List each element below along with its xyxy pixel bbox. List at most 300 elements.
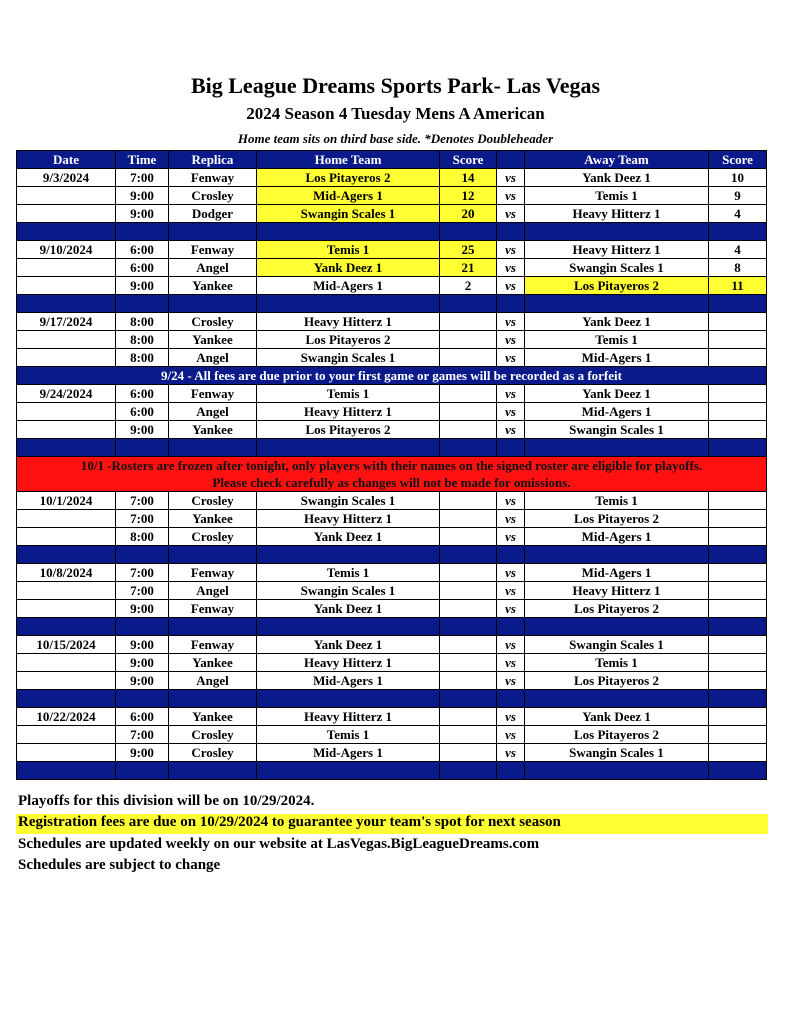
away-score-cell [709, 313, 767, 331]
separator-cell [525, 690, 709, 708]
separator-cell [440, 295, 497, 313]
time-cell: 8:00 [116, 528, 169, 546]
replica-cell: Fenway [169, 564, 257, 582]
time-cell: 6:00 [116, 385, 169, 403]
home-score-cell: 12 [440, 187, 497, 205]
home-team-cell: Heavy Hitterz 1 [257, 510, 440, 528]
time-cell: 9:00 [116, 600, 169, 618]
home-score-cell [440, 313, 497, 331]
time-cell: 7:00 [116, 726, 169, 744]
time-cell: 7:00 [116, 510, 169, 528]
replica-cell: Yankee [169, 277, 257, 295]
home-team-cell: Swangin Scales 1 [257, 492, 440, 510]
away-team-cell: Heavy Hitterz 1 [525, 241, 709, 259]
away-team-cell: Yank Deez 1 [525, 385, 709, 403]
time-cell: 6:00 [116, 241, 169, 259]
table-row [17, 205, 767, 223]
separator-row [17, 295, 767, 313]
separator-cell [169, 762, 257, 780]
away-team-cell: Temis 1 [525, 654, 709, 672]
separator-row [17, 546, 767, 564]
website-note: Schedules are updated weekly on our website at LasVegas.BigLeagueDreams.com [18, 836, 540, 852]
vs-cell: vs [497, 331, 525, 349]
replica-cell: Angel [169, 349, 257, 367]
separator-cell [116, 295, 169, 313]
separator-cell [440, 618, 497, 636]
vs-cell: vs [497, 187, 525, 205]
vs-cell: vs [497, 726, 525, 744]
vs-cell: vs [497, 600, 525, 618]
vs-cell: vs [497, 564, 525, 582]
home-score-cell [440, 582, 497, 600]
separator-row [17, 439, 767, 457]
separator-cell [116, 546, 169, 564]
home-score-cell [440, 492, 497, 510]
home-score-cell [440, 744, 497, 762]
replica-cell: Angel [169, 582, 257, 600]
replica-cell: Fenway [169, 600, 257, 618]
home-team-cell: Temis 1 [257, 564, 440, 582]
column-header [497, 151, 525, 169]
table-row [17, 726, 767, 744]
away-team-cell: Temis 1 [525, 331, 709, 349]
vs-cell: vs [497, 654, 525, 672]
replica-cell: Fenway [169, 169, 257, 187]
home-score-cell [440, 331, 497, 349]
replica-cell: Crosley [169, 744, 257, 762]
replica-cell: Yankee [169, 331, 257, 349]
separator-cell [169, 295, 257, 313]
table-row [17, 241, 767, 259]
registration-note: Registration fees are due on 10/29/2024 to guarantee your team's spot for next season [16, 814, 768, 834]
home-team-cell: Heavy Hitterz 1 [257, 313, 440, 331]
table-row [17, 421, 767, 439]
date-cell: 10/1/2024 [17, 492, 116, 510]
vs-cell: vs [497, 492, 525, 510]
separator-cell [440, 762, 497, 780]
change-note: Schedules are subject to change [18, 857, 221, 873]
separator-cell [525, 618, 709, 636]
page-subtitle: 2024 Season 4 Tuesday Mens A American [246, 104, 545, 123]
away-team-cell: Yank Deez 1 [525, 169, 709, 187]
table-row [17, 510, 767, 528]
away-score-cell [709, 636, 767, 654]
home-team-cell: Temis 1 [257, 385, 440, 403]
home-score-cell: 25 [440, 241, 497, 259]
replica-cell: Angel [169, 403, 257, 421]
separator-cell [116, 439, 169, 457]
replica-cell: Crosley [169, 726, 257, 744]
table-row [17, 331, 767, 349]
away-score-cell: 11 [709, 277, 767, 295]
column-header: Time [116, 151, 169, 169]
time-cell: 6:00 [116, 403, 169, 421]
separator-cell [17, 546, 116, 564]
time-cell: 9:00 [116, 636, 169, 654]
date-cell [17, 403, 116, 421]
home-score-cell [440, 385, 497, 403]
date-cell [17, 726, 116, 744]
separator-cell [116, 690, 169, 708]
vs-cell: vs [497, 169, 525, 187]
away-team-cell: Yank Deez 1 [525, 313, 709, 331]
replica-cell: Fenway [169, 385, 257, 403]
table-row [17, 654, 767, 672]
vs-cell: vs [497, 403, 525, 421]
table-row [17, 259, 767, 277]
separator-cell [257, 690, 440, 708]
home-team-cell: Los Pitayeros 2 [257, 421, 440, 439]
away-team-cell: Swangin Scales 1 [525, 259, 709, 277]
separator-cell [440, 690, 497, 708]
time-cell: 9:00 [116, 277, 169, 295]
separator-cell [525, 762, 709, 780]
away-score-cell [709, 654, 767, 672]
vs-cell: vs [497, 421, 525, 439]
separator-cell [17, 690, 116, 708]
separator-cell [169, 690, 257, 708]
date-cell [17, 600, 116, 618]
home-score-cell: 2 [440, 277, 497, 295]
away-team-cell: Los Pitayeros 2 [525, 600, 709, 618]
time-cell: 8:00 [116, 313, 169, 331]
date-cell: 10/8/2024 [17, 564, 116, 582]
separator-cell [169, 618, 257, 636]
away-score-cell: 8 [709, 259, 767, 277]
vs-cell: vs [497, 241, 525, 259]
home-score-cell [440, 726, 497, 744]
vs-cell: vs [497, 672, 525, 690]
date-cell: 10/15/2024 [17, 636, 116, 654]
separator-cell [169, 439, 257, 457]
separator-cell [257, 223, 440, 241]
away-team-cell: Los Pitayeros 2 [525, 510, 709, 528]
roster-alert-line: Please check carefully as changes will not be made for omissions. [212, 475, 571, 490]
home-score-cell [440, 636, 497, 654]
replica-cell: Angel [169, 672, 257, 690]
replica-cell: Crosley [169, 313, 257, 331]
table-row [17, 349, 767, 367]
away-team-cell: Mid-Agers 1 [525, 403, 709, 421]
table-row [17, 385, 767, 403]
column-header: Date [17, 151, 116, 169]
home-team-cell: Yank Deez 1 [257, 636, 440, 654]
home-team-cell: Temis 1 [257, 241, 440, 259]
home-score-cell: 20 [440, 205, 497, 223]
roster-alert-row [17, 457, 767, 492]
date-cell [17, 510, 116, 528]
separator-cell [257, 762, 440, 780]
table-row [17, 744, 767, 762]
time-cell: 9:00 [116, 744, 169, 762]
replica-cell: Dodger [169, 205, 257, 223]
time-cell: 8:00 [116, 349, 169, 367]
replica-cell: Angel [169, 259, 257, 277]
home-score-cell [440, 708, 497, 726]
away-team-cell: Los Pitayeros 2 [525, 277, 709, 295]
separator-cell [17, 762, 116, 780]
date-cell: 9/10/2024 [17, 241, 116, 259]
separator-row [17, 223, 767, 241]
date-cell: 9/24/2024 [17, 385, 116, 403]
date-cell [17, 349, 116, 367]
replica-cell: Crosley [169, 492, 257, 510]
home-score-cell [440, 421, 497, 439]
replica-cell: Yankee [169, 421, 257, 439]
date-cell [17, 744, 116, 762]
separator-cell [257, 295, 440, 313]
date-cell [17, 421, 116, 439]
date-cell: 9/3/2024 [17, 169, 116, 187]
separator-cell [257, 618, 440, 636]
home-team-cell: Mid-Agers 1 [257, 672, 440, 690]
away-team-cell: Swangin Scales 1 [525, 636, 709, 654]
table-row [17, 672, 767, 690]
separator-cell [709, 546, 767, 564]
separator-row [17, 690, 767, 708]
vs-cell: vs [497, 510, 525, 528]
date-cell [17, 259, 116, 277]
fee-notice-row [17, 367, 767, 385]
separator-cell [709, 223, 767, 241]
time-cell: 6:00 [116, 259, 169, 277]
separator-cell [116, 762, 169, 780]
away-score-cell [709, 600, 767, 618]
vs-cell: vs [497, 349, 525, 367]
time-cell: 7:00 [116, 492, 169, 510]
roster-alert-line: 10/1 -Rosters are frozen after tonight, only players with their names on the signed roster are eligible for playoffs. [80, 458, 703, 473]
home-team-cell: Temis 1 [257, 726, 440, 744]
date-cell [17, 582, 116, 600]
table-row [17, 187, 767, 205]
away-team-cell: Heavy Hitterz 1 [525, 582, 709, 600]
away-team-cell: Los Pitayeros 2 [525, 672, 709, 690]
separator-cell [440, 223, 497, 241]
time-cell: 6:00 [116, 708, 169, 726]
column-header: Score [709, 151, 767, 169]
separator-cell [440, 439, 497, 457]
home-team-cell: Heavy Hitterz 1 [257, 708, 440, 726]
separator-cell [497, 439, 525, 457]
separator-cell [525, 439, 709, 457]
away-team-cell: Temis 1 [525, 492, 709, 510]
page-title: Big League Dreams Sports Park- Las Vegas [190, 73, 601, 98]
separator-cell [116, 618, 169, 636]
home-team-cell: Swangin Scales 1 [257, 349, 440, 367]
away-score-cell: 4 [709, 205, 767, 223]
vs-cell: vs [497, 708, 525, 726]
table-row [17, 636, 767, 654]
separator-cell [497, 223, 525, 241]
replica-cell: Crosley [169, 187, 257, 205]
home-team-cell: Mid-Agers 1 [257, 744, 440, 762]
separator-cell [116, 223, 169, 241]
replica-cell: Fenway [169, 241, 257, 259]
away-score-cell: 10 [709, 169, 767, 187]
date-cell [17, 331, 116, 349]
vs-cell: vs [497, 385, 525, 403]
separator-cell [497, 295, 525, 313]
vs-cell: vs [497, 582, 525, 600]
away-team-cell: Los Pitayeros 2 [525, 726, 709, 744]
home-team-cell: Mid-Agers 1 [257, 187, 440, 205]
column-header: Score [440, 151, 497, 169]
vs-cell: vs [497, 205, 525, 223]
home-team-cell: Yank Deez 1 [257, 528, 440, 546]
schedule-table [16, 150, 767, 780]
away-score-cell [709, 331, 767, 349]
away-score-cell [709, 708, 767, 726]
table-row [17, 277, 767, 295]
home-score-cell [440, 349, 497, 367]
date-cell [17, 205, 116, 223]
roster-alert [17, 457, 767, 492]
time-cell: 9:00 [116, 421, 169, 439]
home-team-cell: Swangin Scales 1 [257, 582, 440, 600]
date-cell [17, 672, 116, 690]
time-cell: 8:00 [116, 331, 169, 349]
home-score-cell [440, 672, 497, 690]
time-cell: 9:00 [116, 672, 169, 690]
date-cell [17, 187, 116, 205]
separator-cell [17, 295, 116, 313]
away-score-cell [709, 744, 767, 762]
vs-cell: vs [497, 259, 525, 277]
separator-cell [709, 295, 767, 313]
time-cell: 9:00 [116, 654, 169, 672]
home-team-cell: Los Pitayeros 2 [257, 169, 440, 187]
replica-cell: Yankee [169, 654, 257, 672]
separator-cell [440, 546, 497, 564]
separator-cell [497, 546, 525, 564]
separator-cell [709, 439, 767, 457]
vs-cell: vs [497, 277, 525, 295]
away-score-cell [709, 564, 767, 582]
time-cell: 7:00 [116, 169, 169, 187]
fee-notice: 9/24 - All fees are due prior to your first game or games will be recorded as a forfeit [17, 367, 767, 385]
home-team-cell: Heavy Hitterz 1 [257, 654, 440, 672]
separator-cell [17, 223, 116, 241]
home-score-cell [440, 654, 497, 672]
table-row [17, 564, 767, 582]
away-score-cell [709, 403, 767, 421]
home-score-cell [440, 510, 497, 528]
home-team-cell: Swangin Scales 1 [257, 205, 440, 223]
time-cell: 7:00 [116, 564, 169, 582]
home-score-cell: 14 [440, 169, 497, 187]
replica-cell: Fenway [169, 636, 257, 654]
home-score-cell [440, 564, 497, 582]
separator-cell [525, 546, 709, 564]
time-cell: 7:00 [116, 582, 169, 600]
home-team-cell: Mid-Agers 1 [257, 277, 440, 295]
separator-cell [17, 618, 116, 636]
away-score-cell [709, 349, 767, 367]
away-score-cell [709, 385, 767, 403]
date-cell [17, 654, 116, 672]
table-header-row [17, 151, 767, 169]
separator-cell [709, 618, 767, 636]
away-team-cell: Temis 1 [525, 187, 709, 205]
table-row [17, 528, 767, 546]
vs-cell: vs [497, 744, 525, 762]
separator-cell [525, 295, 709, 313]
away-score-cell [709, 726, 767, 744]
away-score-cell [709, 582, 767, 600]
away-score-cell: 9 [709, 187, 767, 205]
separator-cell [17, 439, 116, 457]
away-score-cell [709, 672, 767, 690]
vs-cell: vs [497, 313, 525, 331]
separator-cell [497, 690, 525, 708]
away-team-cell: Swangin Scales 1 [525, 421, 709, 439]
home-team-cell: Yank Deez 1 [257, 259, 440, 277]
separator-cell [257, 546, 440, 564]
separator-cell [525, 223, 709, 241]
table-row [17, 582, 767, 600]
column-header: Home Team [257, 151, 440, 169]
date-cell [17, 277, 116, 295]
away-team-cell: Mid-Agers 1 [525, 349, 709, 367]
time-cell: 9:00 [116, 187, 169, 205]
time-cell: 9:00 [116, 205, 169, 223]
schedule-note: Home team sits on third base side. *Denotes Doubleheader [237, 131, 554, 146]
home-score-cell [440, 528, 497, 546]
table-row [17, 600, 767, 618]
home-team-cell: Yank Deez 1 [257, 600, 440, 618]
column-header: Replica [169, 151, 257, 169]
table-row [17, 403, 767, 421]
date-cell: 10/22/2024 [17, 708, 116, 726]
separator-cell [709, 690, 767, 708]
table-row [17, 313, 767, 331]
away-team-cell: Mid-Agers 1 [525, 564, 709, 582]
away-team-cell: Yank Deez 1 [525, 708, 709, 726]
table-row [17, 492, 767, 510]
away-team-cell: Heavy Hitterz 1 [525, 205, 709, 223]
vs-cell: vs [497, 636, 525, 654]
home-score-cell [440, 600, 497, 618]
separator-cell [497, 618, 525, 636]
away-score-cell [709, 510, 767, 528]
replica-cell: Crosley [169, 528, 257, 546]
away-score-cell [709, 528, 767, 546]
away-score-cell [709, 492, 767, 510]
away-team-cell: Swangin Scales 1 [525, 744, 709, 762]
replica-cell: Yankee [169, 708, 257, 726]
away-score-cell [709, 421, 767, 439]
home-score-cell: 21 [440, 259, 497, 277]
vs-cell: vs [497, 528, 525, 546]
home-team-cell: Heavy Hitterz 1 [257, 403, 440, 421]
table-row [17, 708, 767, 726]
date-cell [17, 528, 116, 546]
date-cell: 9/17/2024 [17, 313, 116, 331]
separator-cell [709, 762, 767, 780]
home-score-cell [440, 403, 497, 421]
separator-cell [169, 223, 257, 241]
separator-cell [257, 439, 440, 457]
separator-row [17, 618, 767, 636]
separator-cell [169, 546, 257, 564]
playoffs-note: Playoffs for this division will be on 10/29/2024. [18, 793, 315, 809]
separator-cell [497, 762, 525, 780]
table-row [17, 169, 767, 187]
home-team-cell: Los Pitayeros 2 [257, 331, 440, 349]
separator-row [17, 762, 767, 780]
column-header: Away Team [525, 151, 709, 169]
replica-cell: Yankee [169, 510, 257, 528]
